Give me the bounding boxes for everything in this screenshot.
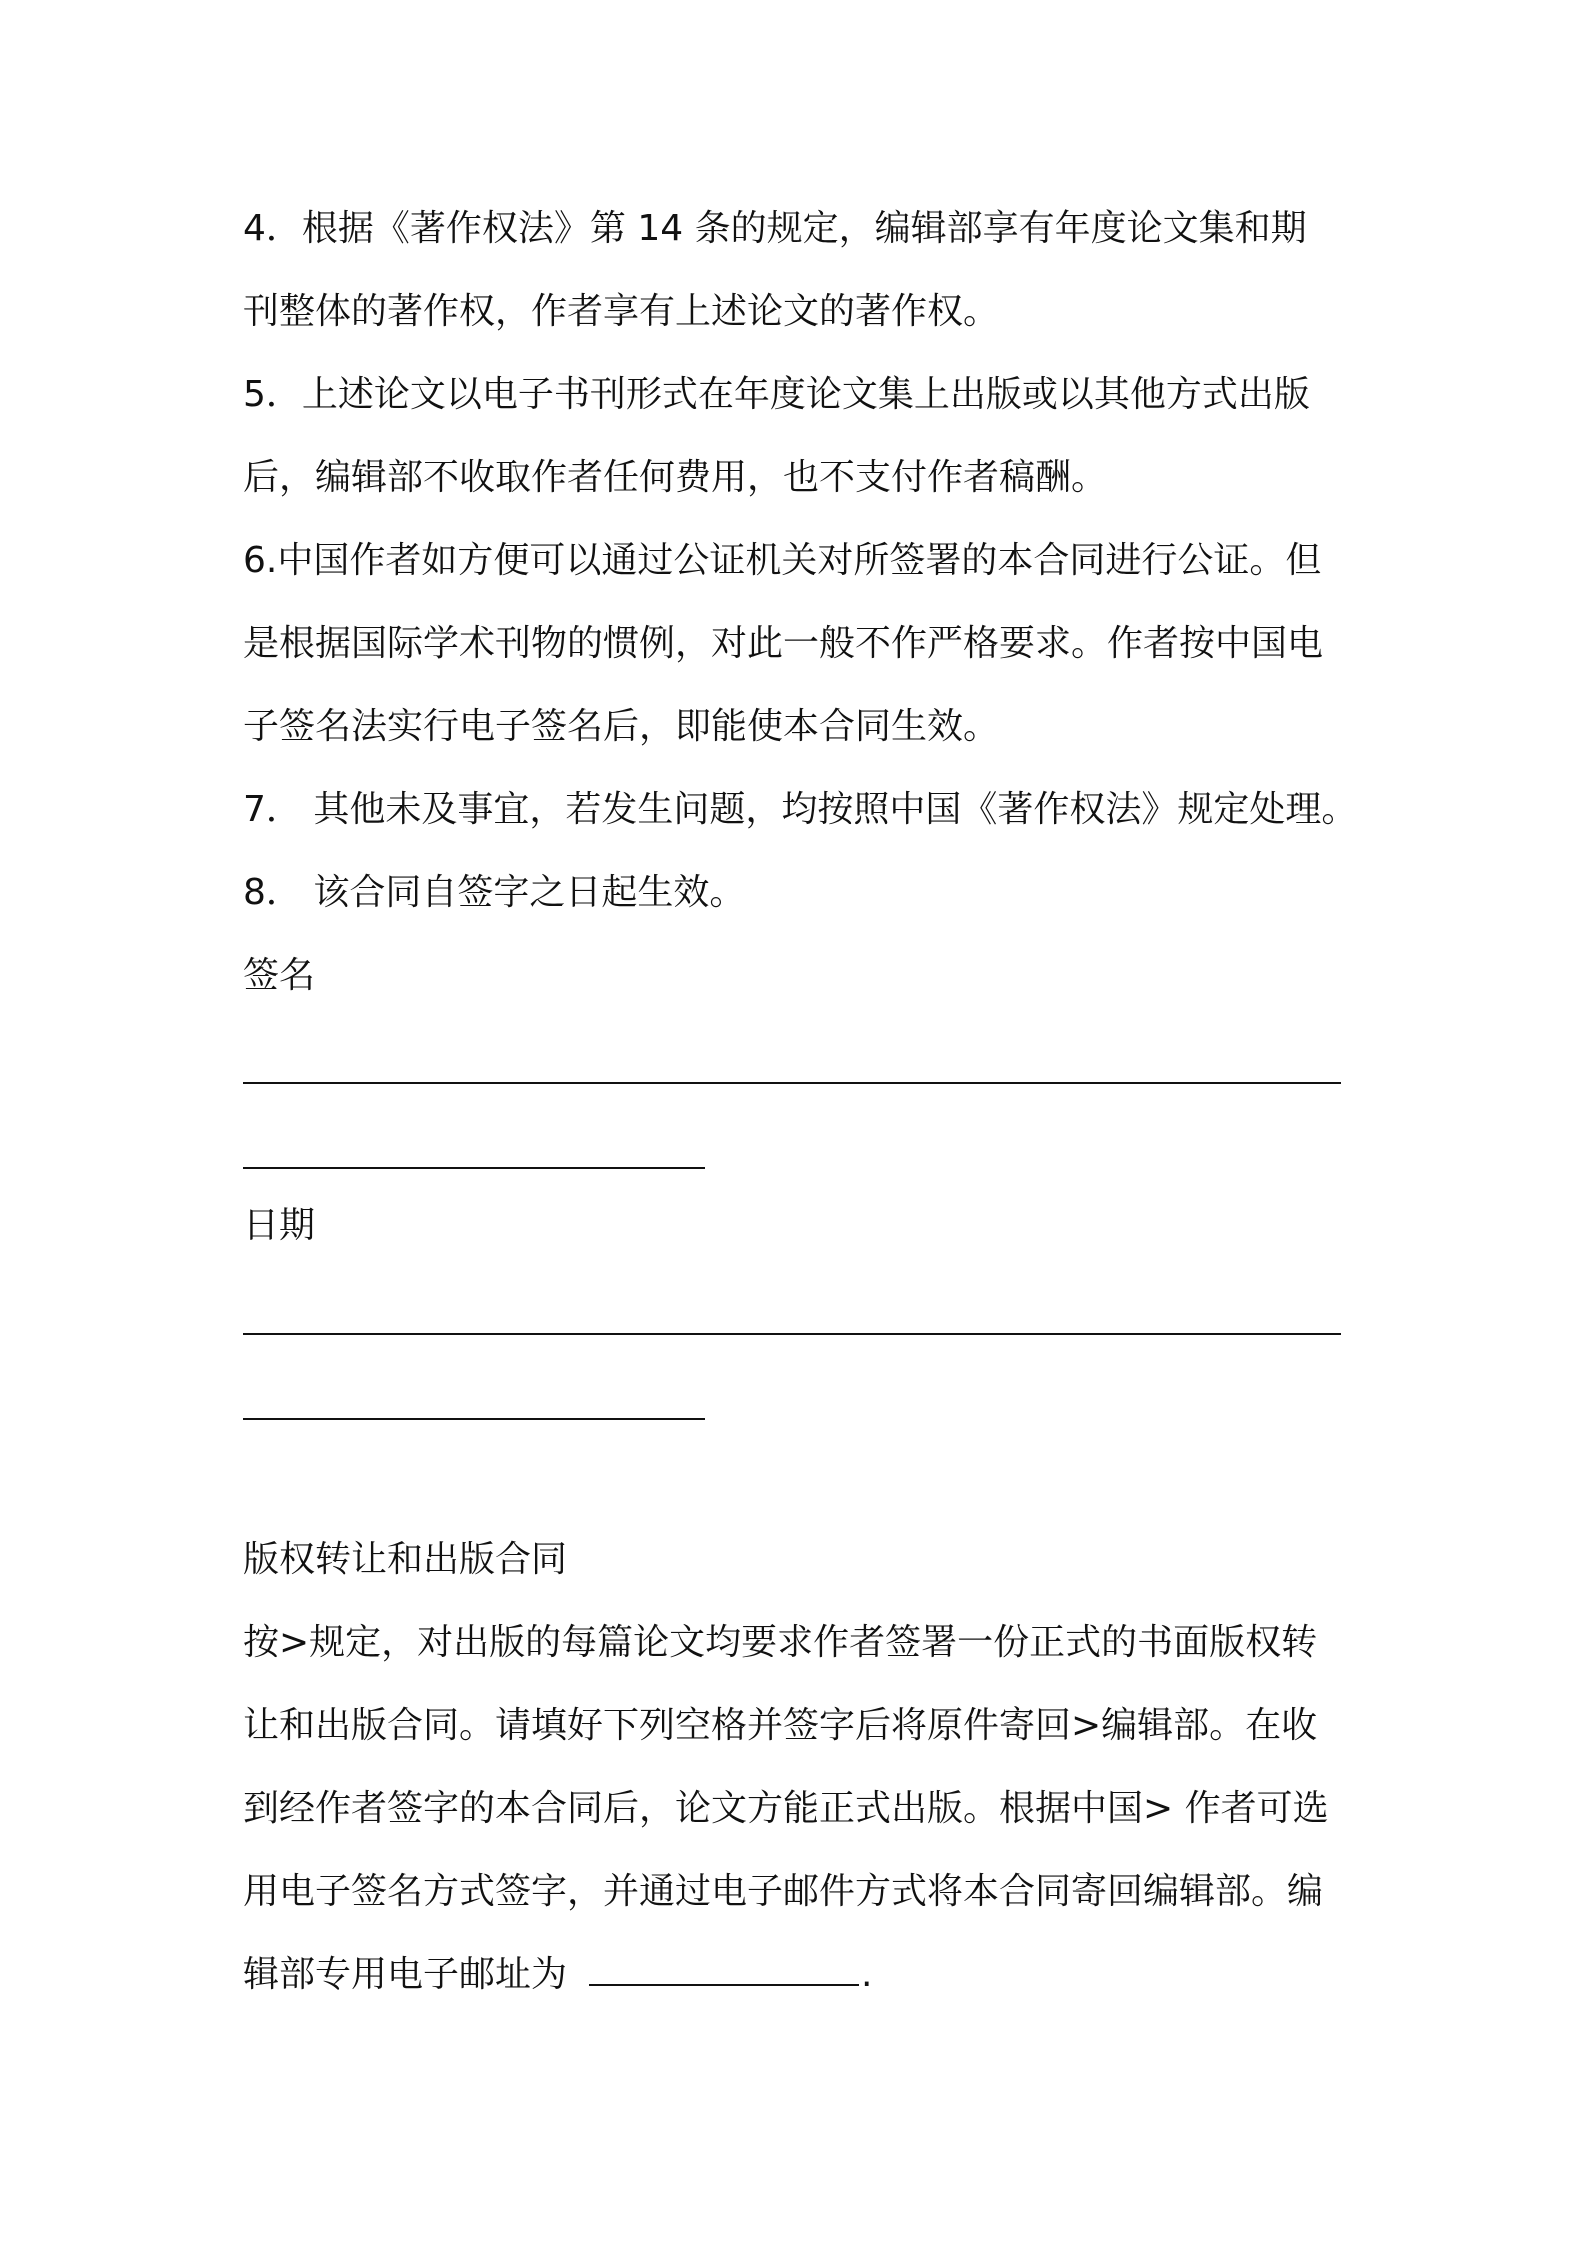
clause-6-line-1: 6.中国作者如方便可以通过公证机关对所签署的本合同进行公证。但 xyxy=(243,540,1322,581)
clause-4-line-1: 4．根据《著作权法》第 14 条的规定，编辑部享有年度论文集和期 xyxy=(243,208,1307,249)
date-line-2[interactable] xyxy=(243,1418,705,1420)
clause-4-line-2: 刊整体的著作权，作者享有上述论文的著作权。 xyxy=(243,291,1000,332)
date-label: 日期 xyxy=(243,1205,316,1246)
clause-6-line-3: 子签名法实行电子签名后，即能使本合同生效。 xyxy=(243,706,1000,747)
clause-5-line-2: 后，编辑部不收取作者任何费用，也不支付作者稿酬。 xyxy=(243,457,1108,498)
contract-paragraph-line-1: 按>规定，对出版的每篇论文均要求作者签署一份正式的书面版权转 xyxy=(243,1622,1318,1663)
contract-paragraph-line-3: 到经作者签字的本合同后，论文方能正式出版。根据中国> 作者可选 xyxy=(243,1788,1329,1829)
signature-label: 签名 xyxy=(243,955,316,996)
contract-paragraph-line-2: 让和出版合同。请填好下列空格并签字后将原件寄回>编辑部。在收 xyxy=(243,1705,1318,1746)
contract-paragraph-line-5 xyxy=(243,1953,872,1997)
signature-line-1[interactable] xyxy=(243,1082,1341,1084)
clause-7: 7． 其他未及事宜，若发生问题，均按照中国《著作权法》规定处理。 xyxy=(243,789,1358,830)
date-line-1[interactable] xyxy=(243,1333,1341,1335)
clause-6-line-2: 是根据国际学术刊物的惯例，对此一般不作严格要求。作者按中国电 xyxy=(243,623,1324,664)
contract-paragraph-line-4: 用电子签名方式签字，并通过电子邮件方式将本合同寄回编辑部。编 xyxy=(243,1871,1324,1912)
email-label: 辑部专用电子邮址为 xyxy=(243,1954,568,1995)
clause-5-line-1: 5．上述论文以电子书刊形式在年度论文集上出版或以其他方式出版 xyxy=(243,374,1310,415)
email-blank[interactable] xyxy=(589,1954,859,1986)
contract-title: 版权转让和出版合同 xyxy=(243,1539,568,1580)
email-period: . xyxy=(861,1954,873,1995)
signature-line-2[interactable] xyxy=(243,1167,705,1169)
clause-8: 8． 该合同自签字之日起生效。 xyxy=(243,872,746,913)
